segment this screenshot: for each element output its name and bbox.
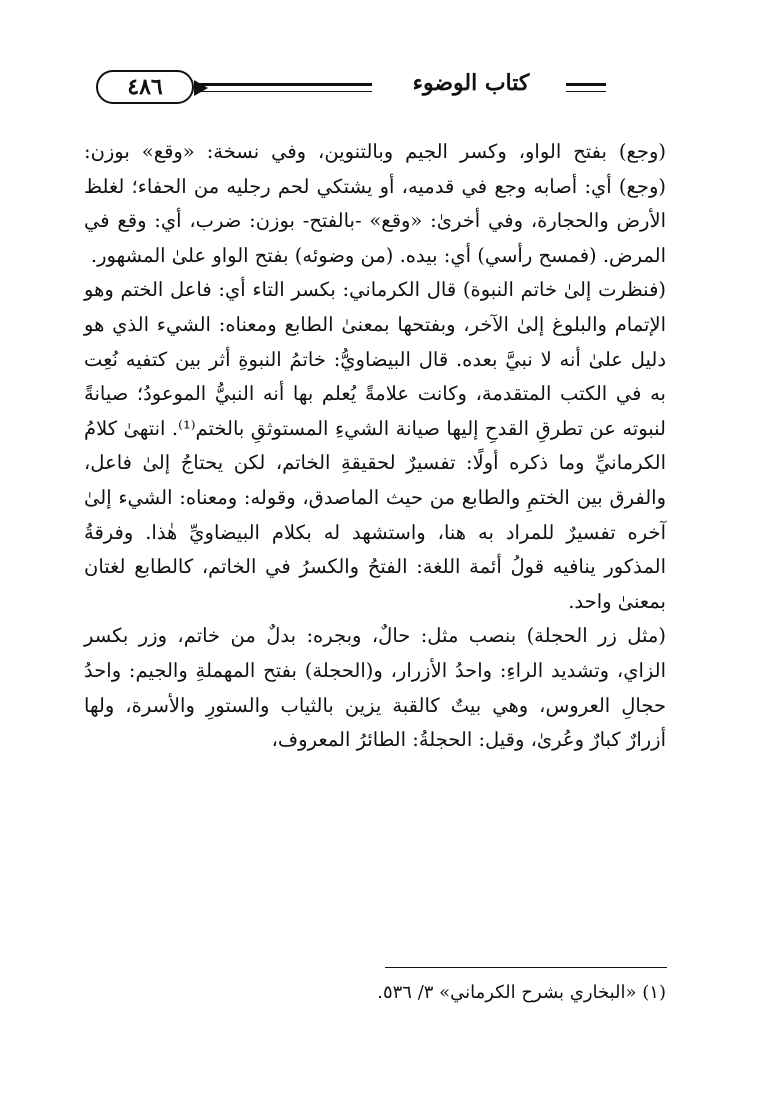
- paragraph-2: (فنظرت إلىٰ خاتم النبوة) قال الكرماني: بكسر التاء أي: فاعل الختم وهو الإتمام والبلوغ إلىٰ الآخر، وبفتحها بمعنىٰ الطابع ومعناه: الشيء الذي هو دليل علىٰ أنه لا نبيَّ بعده. قال البيضاويُّ: خاتمُ النبوةِ أثر بين كتفيه نُعِت به في الكتب المتقدمة، وكانت علامةً يُعلم بها أنه النبيُّ الموعودُ؛ صيانةً لنبوته عن تطرقِ القدحِ إليها صيانة الشيءِ المستوثقِ بالختم⁽¹⁾. انتهىٰ كلامُ الكرمانيِّ وما ذكره أولًا: تفسيرٌ لحقيقةِ الخاتم، لكن يحتاجُ إلىٰ فاعل، والفرق بين الختمِ والطابع من حيث الماصدق، وقوله: ومعناه: الشيء إلىٰ آخره تفسيرٌ للمراد به هنا، واستشهد له بكلام البيضاويِّ هٰذا. وفرقةُ المذكور ينافيه قولُ أئمة اللغة: الفتحُ والكسرُ في الخاتم، كالطابع لغتان بمعنىٰ واحد.: [84, 278, 666, 613]
- footnote: (١) «البخاري بشرح الكرماني» ٣/ ٥٣٦.: [377, 982, 666, 1003]
- header-rule-right: [566, 83, 606, 92]
- paragraph-1: (وجع) بفتح الواو، وكسر الجيم وبالتنوين، وفي نسخة: «وقع» بوزن: (وجع) أي: أصابه وجع في قدميه، أو يشتكي لحم رجليه من الحفاء؛ لغلظ الأرض والحجارة، وفي أخرىٰ: «وقع» -بالفتح- بوزن: ضرب، أي: وقع في المرض. (فمسح رأسي) أي: بيده. (من وضوئه) بفتح الواو علىٰ المشهور.: [84, 140, 666, 267]
- page-header: [96, 68, 668, 110]
- footnote-divider: [385, 967, 667, 968]
- header-rule-left: [194, 83, 372, 92]
- running-title: كتاب الوضوء: [412, 70, 530, 96]
- main-text: [84, 135, 666, 758]
- paragraph-3: (مثل زر الحجلة) بنصب مثل: حالٌ، وبجره: بدلٌ من خاتم، وزر بكسر الزاي، وتشديد الراءِ: واحدُ الأزرار، و(الحجلة) بفتح المهملةِ والجيم: واحدُ حجالِ العروس، وهي بيتٌ كالقبة يزين بالثياب والستورِ والأسرة، ولها أزرارٌ كبارٌ وعُرىٰ، وقيل: الحجلةُ: الطائرُ المعروف،: [84, 624, 666, 752]
- page-number: ٤٨٦: [96, 70, 194, 104]
